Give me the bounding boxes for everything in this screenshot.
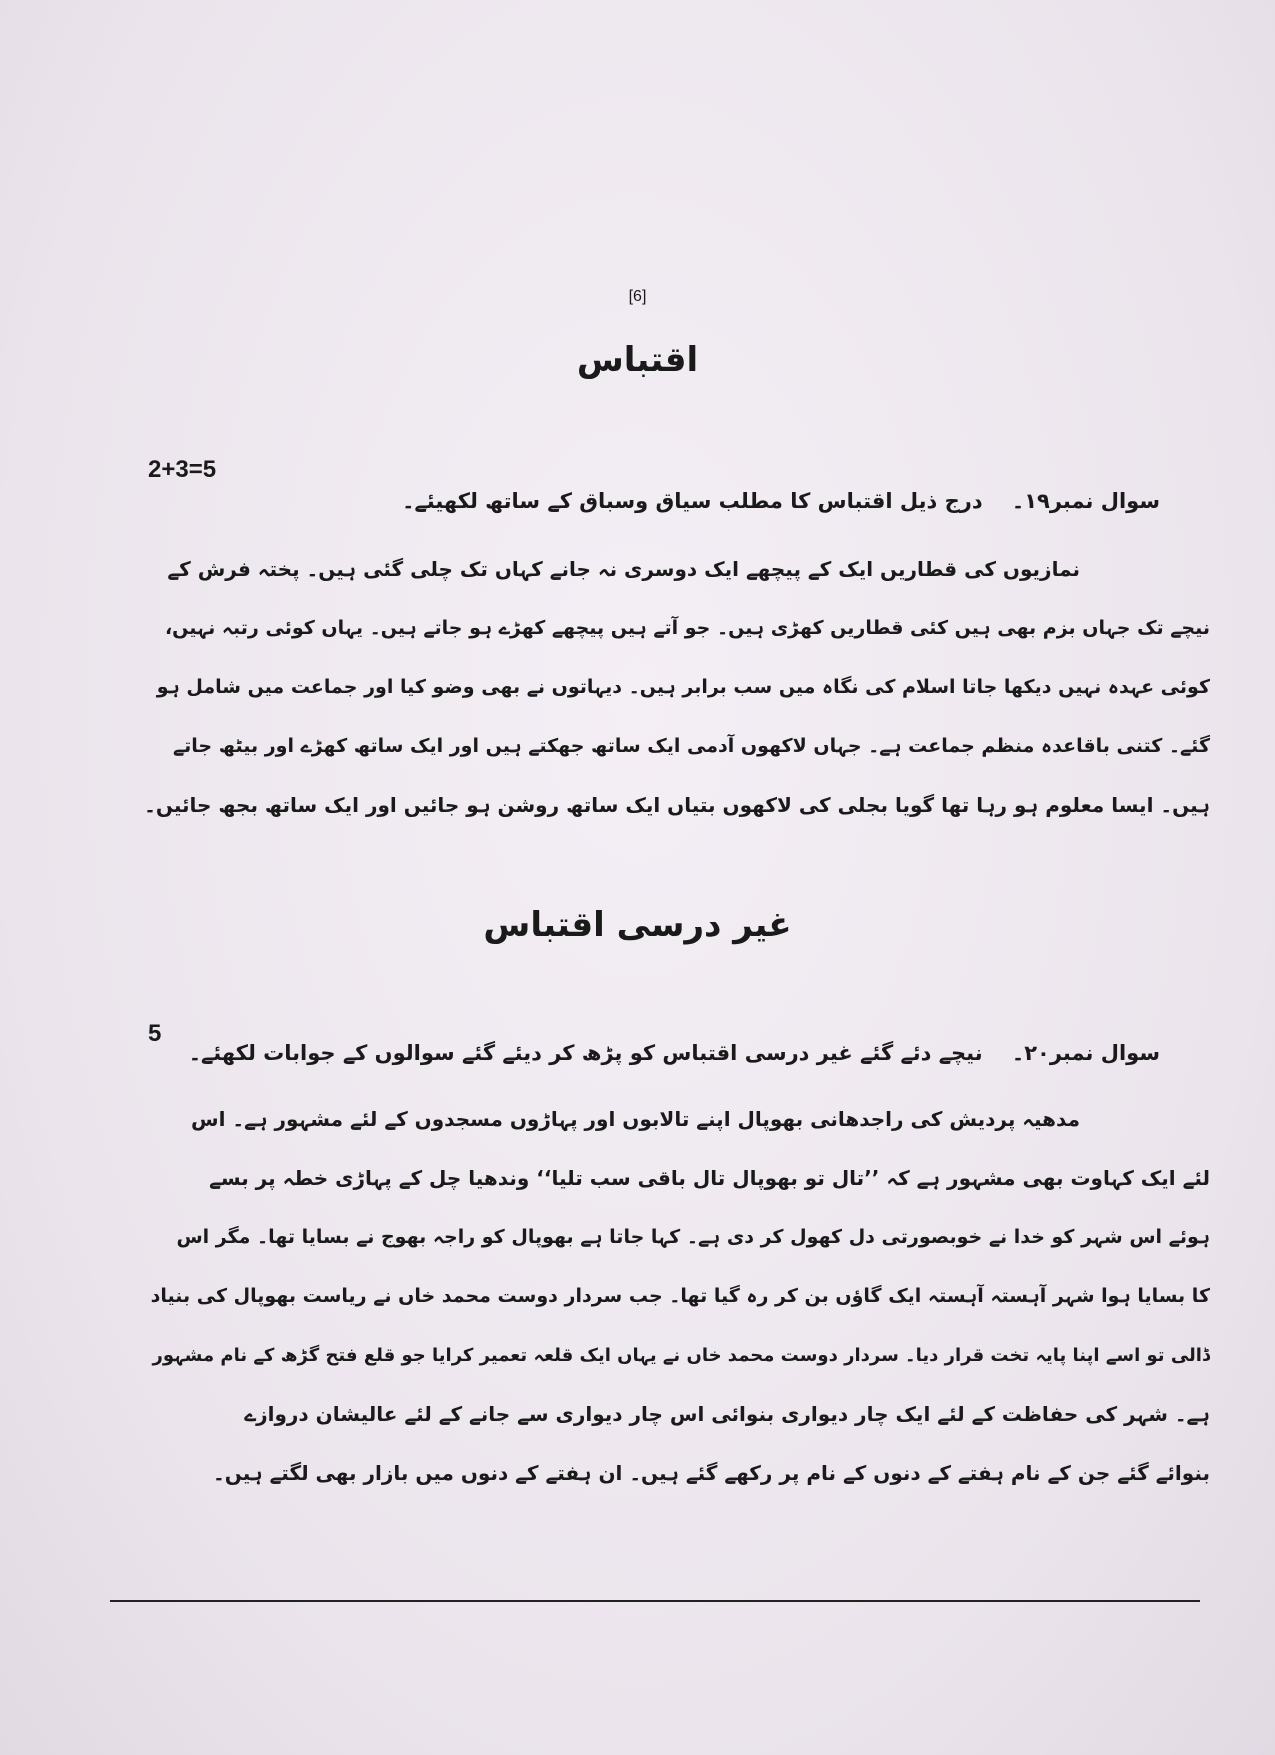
passage-2-line: ہے۔ شہر کی حفاظت کے لئے ایک چار دیواری بنوائی اس چار دیواری سے جانے کے لئے عالیشان دروازے: [244, 1402, 1210, 1426]
section-1-marks: 2+3=5: [148, 456, 217, 483]
passage-1-line: نمازیوں کی قطاریں ایک کے پیچھے ایک دوسری نہ جانے کہاں تک چلی گئی ہیں۔ پختہ فرش کے: [167, 557, 1080, 581]
passage-2-line: بنوائے گئے جن کے نام ہفتے کے دنوں کے نام پر رکھے گئے ہیں۔ ان ہفتے کے دنوں میں بازار بھی لگتے ہیں۔: [213, 1461, 1210, 1485]
passage-1-line: کوئی عہدہ نہیں دیکھا جاتا اسلام کی نگاہ میں سب برابر ہیں۔ دیہاتوں نے بھی وضو کیا اور جماعت میں شامل ہو: [156, 676, 1210, 698]
passage-2-line: کا بسایا ہوا شہر آہستہ آہستہ ایک گاؤں بن کر رہ گیا تھا۔ جب سردار دوست محمد خاں نے ریاست بھوپال کی بنیاد: [150, 1285, 1210, 1307]
passage-2-line: ڈالی تو اسے اپنا پایہ تخت قرار دیا۔ سردار دوست محمد خاں نے یہاں ایک قلعہ تعمیر کرایا جو قلع فتح گڑھ کے نام مشہور: [152, 1345, 1210, 1366]
question-19: [140, 486, 1160, 516]
passage-2-line: لئے ایک کہاوت بھی مشہور ہے کہ ’’تال تو بھوپال تال باقی سب تلیا‘‘ وندھیا چل کے پہاڑی خطہ پر بسے: [209, 1166, 1210, 1190]
bottom-divider: [110, 1600, 1200, 1602]
question-20-text: نیچے دئے گئے غیر درسی اقتباس کو پڑھ کر دیئے گئے سوالوں کے جوابات لکھئے۔: [188, 1041, 983, 1065]
passage-2: [140, 1090, 1210, 1503]
passage-1-line: نیچے تک جہاں بزم بھی ہیں کئی قطاریں کھڑی ہیں۔ جو آتے ہیں پیچھے کھڑے ہو جاتے ہیں۔ یہاں کوئی رتبہ نہیں،: [164, 617, 1210, 639]
section-2-marks: 5: [148, 1020, 162, 1047]
passage-1-line: ہیں۔ ایسا معلوم ہو رہا تھا گویا بجلی کی لاکھوں بتیاں ایک ساتھ روشن ہو جائیں اور ایک ساتھ بجھ جائیں۔: [144, 793, 1210, 817]
section-1-heading: اقتباس: [576, 340, 699, 380]
page-number: [6]: [628, 288, 647, 305]
passage-1: [140, 540, 1210, 835]
section-2-heading: غیر درسی اقتباس: [483, 905, 792, 945]
passage-2-line: ہوئے اس شہر کو خدا نے خوبصورتی دل کھول کر دی ہے۔ کہا جاتا ہے بھوپال کو راجہ بھوج نے بسایا تھا۔ مگر اس: [176, 1226, 1210, 1248]
passage-2-line: مدھیہ پردیش کی راجدھانی بھوپال اپنے تالابوں اور پہاڑوں مسجدوں کے لئے مشہور ہے۔ اس: [190, 1107, 1080, 1131]
question-20: [140, 1038, 1160, 1068]
question-19-text: درج ذیل اقتباس کا مطلب سیاق وسباق کے ساتھ لکھیئے۔: [402, 489, 983, 513]
passage-1-line: گئے۔ کتنی باقاعدہ منظم جماعت ہے۔ جہاں لاکھوں آدمی ایک ساتھ جھکتے ہیں اور ایک ساتھ کھڑے اور بیٹھ جاتے: [173, 735, 1210, 757]
question-20-label: سوال نمبر۲۰۔: [1011, 1041, 1160, 1065]
question-19-label: سوال نمبر۱۹۔: [1011, 489, 1160, 513]
